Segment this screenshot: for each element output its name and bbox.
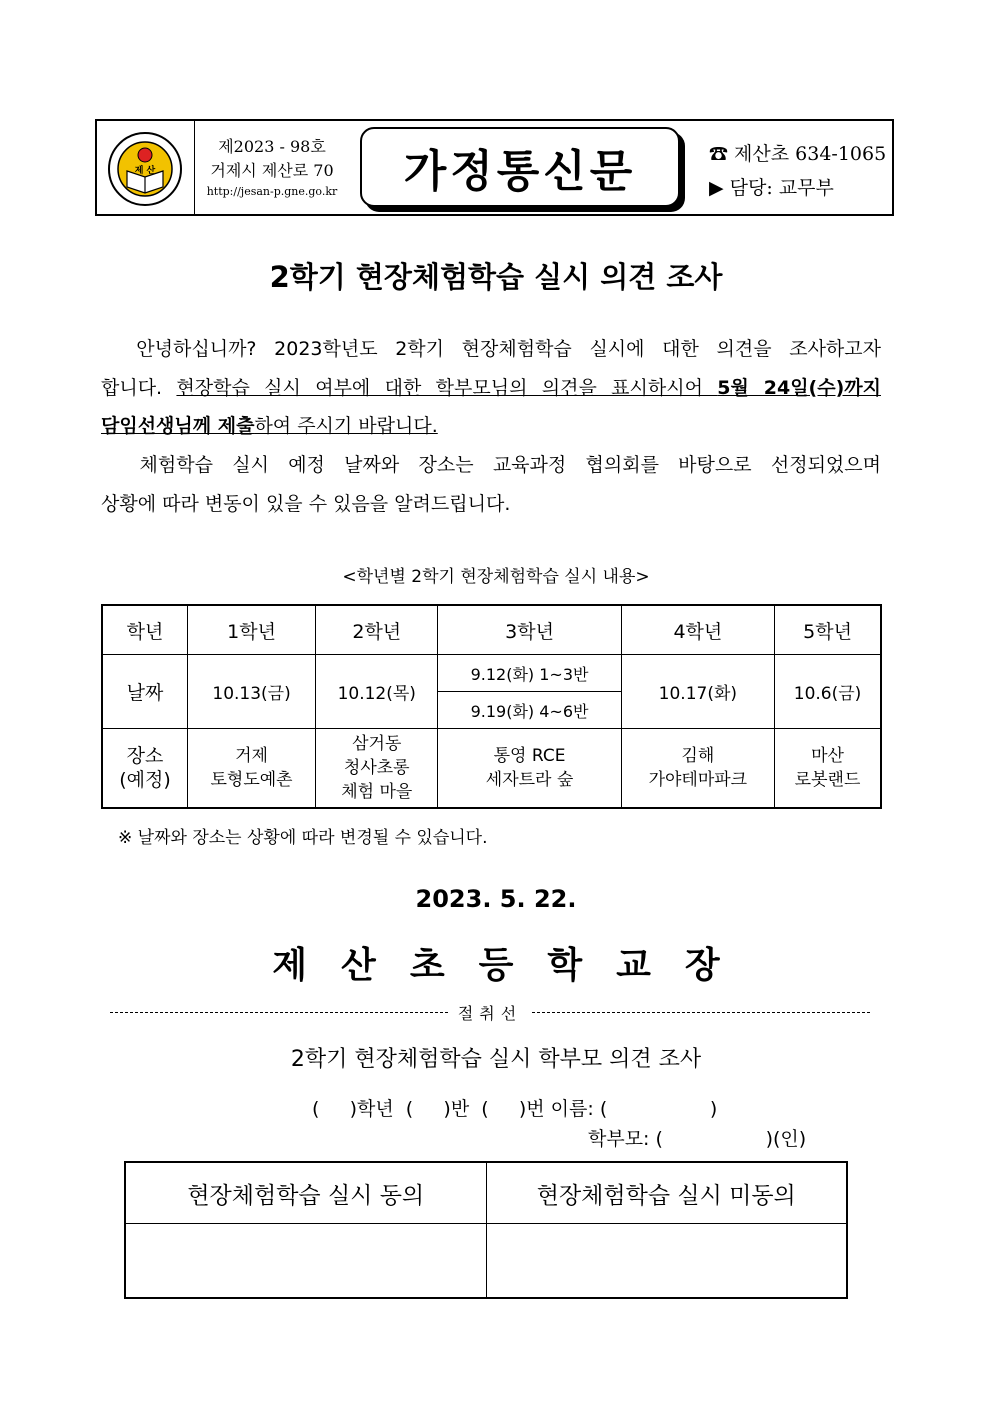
consent-header-row	[125, 1162, 847, 1224]
disagree-header: 현장체험학습 실시 미동의	[486, 1162, 847, 1224]
disagree-checkbox-cell[interactable]	[486, 1224, 847, 1299]
place-label	[102, 729, 188, 809]
place-label-line: 장소	[126, 745, 164, 767]
change-note: ※ 날짜와 장소는 상황에 따라 변경될 수 있습니다.	[118, 828, 488, 848]
place-line: 삼거동	[352, 734, 402, 754]
schedule-header-row	[102, 605, 881, 655]
submit-to-teacher: 담임선생님께 제출	[101, 415, 255, 437]
newsletter-title: 가정통신문	[360, 127, 680, 207]
header-contact	[709, 137, 886, 205]
logo-text: 제 산	[134, 166, 156, 176]
cut-line-dash-left	[110, 1012, 448, 1013]
notice-line-2: 상황에 따라 변동이 있을 수 있음을 알려드립니다.	[101, 492, 511, 515]
place-cell	[188, 729, 316, 809]
schedule-date-row	[102, 655, 881, 692]
student-info-line[interactable]: ( )학년 ( )반 ( )번 이름: ( )	[312, 1098, 718, 1120]
date-cell: 10.6(금)	[775, 655, 881, 729]
place-line: 가야테마파크	[648, 770, 748, 790]
issue-number: 제2023 - 98호	[218, 137, 326, 156]
document-title: 2학기 현장체험학습 실시 의견 조사	[269, 260, 723, 294]
agree-checkbox-cell[interactable]	[125, 1224, 486, 1299]
header-cell: 4학년	[621, 605, 774, 655]
place-line: 마산	[811, 746, 844, 766]
place-line: 김해	[681, 746, 715, 766]
deadline-text: 5월 24일(수)까지	[717, 376, 881, 399]
intro-line-3-b: 하여 주시기 바랍니다.	[254, 415, 438, 437]
date-cell: 9.19(화) 4~6반	[438, 692, 621, 729]
place-cell	[621, 729, 774, 809]
intro-line-2-b: 현장학습 실시 여부에 대한 학부모님의 의견을 표시하시어	[176, 376, 718, 399]
header-box	[95, 119, 894, 216]
header-info	[197, 135, 347, 201]
parent-signature-line[interactable]: 학부모: ( )(인)	[588, 1128, 807, 1150]
place-line: 토형도예촌	[210, 770, 293, 790]
schedule-table	[101, 604, 882, 809]
date-label: 날짜	[102, 655, 188, 729]
school-url: http://jesan-p.gne.go.kr	[206, 185, 338, 198]
schedule-place-row	[102, 729, 881, 809]
consent-table	[124, 1161, 848, 1299]
consent-check-row	[125, 1224, 847, 1299]
place-label-line: (예정)	[119, 769, 171, 791]
intro-paragraph	[101, 330, 881, 446]
date-cell: 10.17(화)	[621, 655, 774, 729]
issue-date: 2023. 5. 22.	[415, 885, 577, 913]
survey-title: 2학기 현장체험학습 실시 학부모 의견 조사	[290, 1047, 702, 1072]
intro-line-1: 안녕하십니까? 2023학년도 2학기 현장체험학습 실시에 대한 의견을 조사하고자	[101, 338, 881, 360]
date-cell: 10.12(목)	[316, 655, 438, 729]
date-cell: 9.12(화) 1~3반	[438, 655, 621, 692]
place-line: 세자트라 숲	[485, 770, 574, 790]
header-cell: 5학년	[775, 605, 881, 655]
intro-line-2-a: 합니다.	[101, 376, 177, 399]
place-line: 거제	[235, 746, 268, 766]
contact-department: ▶ 담당: 교무부	[709, 177, 834, 199]
agree-header: 현장체험학습 실시 동의	[125, 1162, 486, 1224]
place-cell	[316, 729, 438, 809]
header-divider	[194, 121, 195, 214]
place-cell	[438, 729, 621, 809]
cut-line	[110, 1000, 870, 1024]
school-logo-icon	[107, 131, 183, 207]
principal-signature: 제산초등학교장	[272, 945, 754, 986]
date-cell: 10.13(금)	[188, 655, 316, 729]
intro-line-3	[101, 407, 881, 446]
place-line: 체험 마을	[341, 782, 413, 802]
notice-paragraph	[101, 446, 881, 523]
cut-line-dash-right	[532, 1012, 870, 1013]
place-line: 통영 RCE	[493, 746, 566, 766]
school-address: 거제시 제산로 70	[210, 161, 334, 180]
place-line: 로봇랜드	[794, 770, 861, 790]
phone-number: ☎ 제산초 634-1065	[709, 143, 887, 165]
table-caption: <학년별 2학기 현장체험학습 실시 내용>	[342, 567, 650, 587]
header-cell: 2학년	[316, 605, 438, 655]
place-cell	[775, 729, 881, 809]
intro-line-2	[101, 369, 881, 408]
notice-line-1: 체험학습 실시 예정 날짜와 장소는 교육과정 협의회를 바탕으로 선정되었으며	[101, 454, 881, 476]
header-cell: 1학년	[188, 605, 316, 655]
header-cell: 3학년	[438, 605, 621, 655]
place-line: 청사초롱	[343, 758, 410, 778]
header-cell: 학년	[102, 605, 188, 655]
cut-line-label: 절취선	[457, 1003, 523, 1023]
